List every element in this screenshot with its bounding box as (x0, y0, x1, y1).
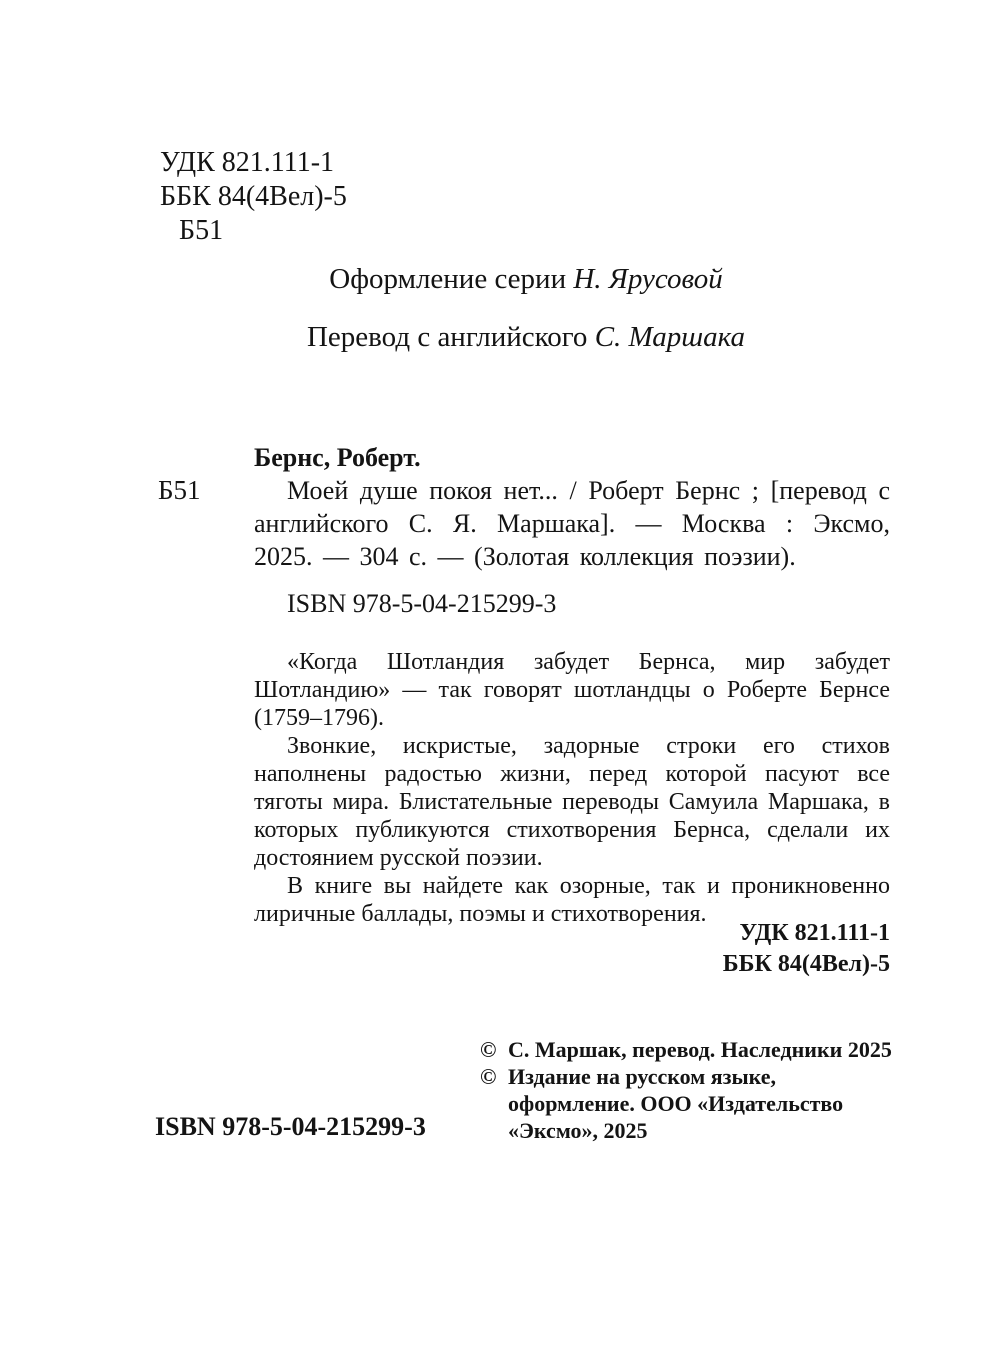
author-sign-margin: Б51 (158, 475, 201, 505)
udc-code-bottom: УДК 821.111-1 (739, 920, 890, 946)
copyright-block (480, 1036, 920, 1144)
series-design-credit (160, 262, 892, 296)
catalog-author: Бернс, Роберт. (254, 443, 421, 472)
udc-code-top: УДК 821.111-1 (160, 147, 335, 178)
classification-codes-bottom (723, 918, 890, 980)
copyright-publisher-text-2: оформление. ООО «Издательство (508, 1091, 844, 1116)
isbn-catalog: ISBN 978-5-04-215299-3 (287, 589, 557, 618)
bbk-code-bottom: ББК 84(4Вел)-5 (722, 951, 890, 977)
translation-credit (160, 320, 892, 354)
annotation-paragraph-1: «Когда Шотландия забудет Бернса, мир забудет Шотландию» — так говорят шотландцы о Роберте Бернсе (1759–1796). (254, 649, 890, 731)
catalog-description: Моей душе покоя нет... / Роберт Бернс ; [перевод с английского С. Я. Маршака]. — Москва : Эксмо, 2025. — 304 с. — (Золотая коллекция поэзии). (254, 476, 890, 571)
author-sign-top: Б51 (179, 215, 224, 246)
copyright-icon: © (480, 1037, 497, 1062)
annotation-block (254, 648, 890, 928)
catalog-card (254, 441, 890, 620)
series-designer-name: Н. Ярусовой (573, 263, 723, 295)
annotation-paragraph-2: Звонкие, искристые, задорные строки его стихов наполнены радостью жизни, перед которой пасуют все тяготы мира. Блистательные переводы Самуила Маршака, в которых публикуются стихотворения Бернса, сделали их достоянием русской поэзии. (254, 733, 890, 871)
bbk-code-top: ББК 84(4Вел)-5 (160, 181, 347, 212)
annotation-paragraph-3: В книге вы найдете как озорные, так и проникновенно лиричные баллады, поэмы и стихотворения. (254, 873, 890, 927)
copyright-publisher-text-3: «Эксмо», 2025 (508, 1118, 648, 1143)
copyright-publisher-text-1: Издание на русском языке, (508, 1064, 777, 1089)
copyright-line-publisher (480, 1063, 920, 1090)
translator-name: С. Маршака (594, 321, 746, 353)
isbn-main: ISBN 978-5-04-215299-3 (155, 1112, 426, 1141)
copyright-translator-text: С. Маршак, перевод. Наследники 2025 (508, 1037, 892, 1062)
copyright-line-translator (480, 1036, 920, 1063)
translation-credit-prefix: Перевод с английского (306, 321, 595, 353)
series-credit-prefix: Оформление серии (329, 263, 574, 295)
copyright-icon: © (480, 1064, 497, 1089)
classification-codes-top (160, 146, 347, 248)
